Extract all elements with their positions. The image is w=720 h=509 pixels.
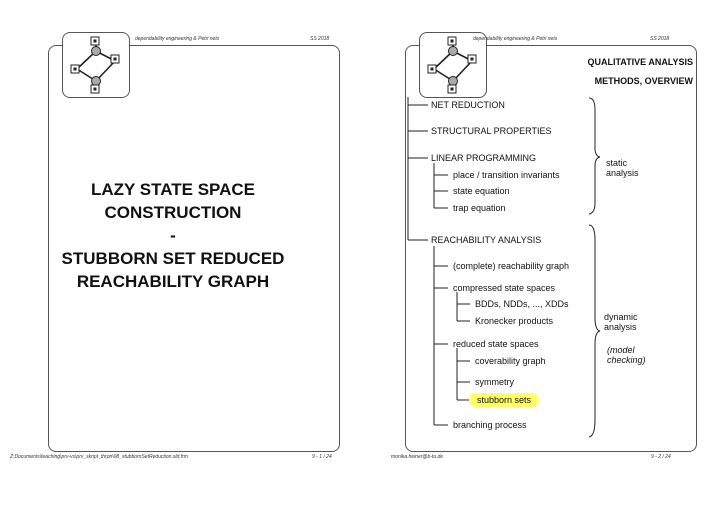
model-checking-label: [607, 345, 646, 365]
tree-node-reduced-state-spaces: reduced state spaces: [453, 339, 539, 349]
header-term: SS 2018: [650, 36, 670, 42]
tree-node-stubborn-sets: [475, 395, 539, 405]
model-checking-line: checking): [607, 355, 646, 365]
tree-node-branching-process: branching process: [453, 420, 527, 430]
footer-page: 9 - 1 / 24: [312, 454, 332, 460]
tree-node-coverability-graph: coverability graph: [475, 356, 546, 366]
header-term: SS 2018: [310, 36, 330, 42]
stubborn-sets-highlight: stubborn sets: [469, 393, 539, 407]
tree-node-trap-equation: trap equation: [453, 203, 506, 213]
petri-net-logo: [62, 32, 130, 98]
tree-node-decision-diagrams: BDDs, NDDs, ..., XDDs: [475, 299, 569, 309]
tree-node-reachability-analysis: REACHABILITY ANALYSIS: [431, 235, 542, 245]
title-line: REACHABILITY GRAPH: [76, 272, 270, 291]
static-label-line: static: [606, 158, 628, 168]
tree-node-state-equation: state equation: [453, 186, 510, 196]
slide-1: [10, 0, 360, 470]
footer-page: 9 - 2 / 24: [651, 454, 671, 460]
dynamic-analysis-label: [604, 312, 638, 332]
method-tree-lines: [367, 0, 717, 470]
footer-path: Z:Documents\teaching\prv-vs\prv_skript_thrpn\08_stubbornSetReduction.sld.frm: [10, 454, 188, 460]
tree-node-compressed-state-spaces: compressed state spaces: [453, 283, 556, 293]
tree-node-net-reduction: NET REDUCTION: [431, 100, 505, 110]
title-line: METHODS, OVERVIEW: [594, 76, 693, 86]
model-checking-line: (model: [607, 345, 635, 355]
dynamic-label-line: dynamic: [604, 312, 638, 322]
tree-node-complete-reachability-graph: (complete) reachability graph: [453, 261, 570, 271]
tree-node-linear-programming: LINEAR PROGRAMMING: [431, 153, 537, 163]
header-course: dependability engineering & Petri nets: [473, 36, 558, 42]
title-line: -: [170, 226, 176, 245]
tree-node-kronecker-products: Kronecker products: [475, 316, 554, 326]
petri-net-logo-icon: [63, 33, 129, 97]
title-line: LAZY STATE SPACE: [90, 180, 256, 199]
title-line: QUALITATIVE ANALYSIS: [587, 57, 693, 67]
header-course: dependability engineering & Petri nets: [135, 36, 220, 42]
tree-node-pt-invariants: place / transition invariants: [453, 170, 560, 180]
tree-node-structural-properties: STRUCTURAL PROPERTIES: [431, 126, 552, 136]
static-label-line: analysis: [606, 168, 639, 178]
tree-node-symmetry: symmetry: [475, 377, 514, 387]
dynamic-label-line: analysis: [604, 322, 637, 332]
title-line: STUBBORN SET REDUCED: [61, 249, 285, 268]
title-line: CONSTRUCTION: [104, 203, 242, 222]
footer-email: monika.heiner@b-tu.de: [391, 454, 444, 460]
slide-2: [367, 0, 717, 470]
slide-title: [48, 178, 298, 293]
static-analysis-label: [606, 158, 639, 178]
